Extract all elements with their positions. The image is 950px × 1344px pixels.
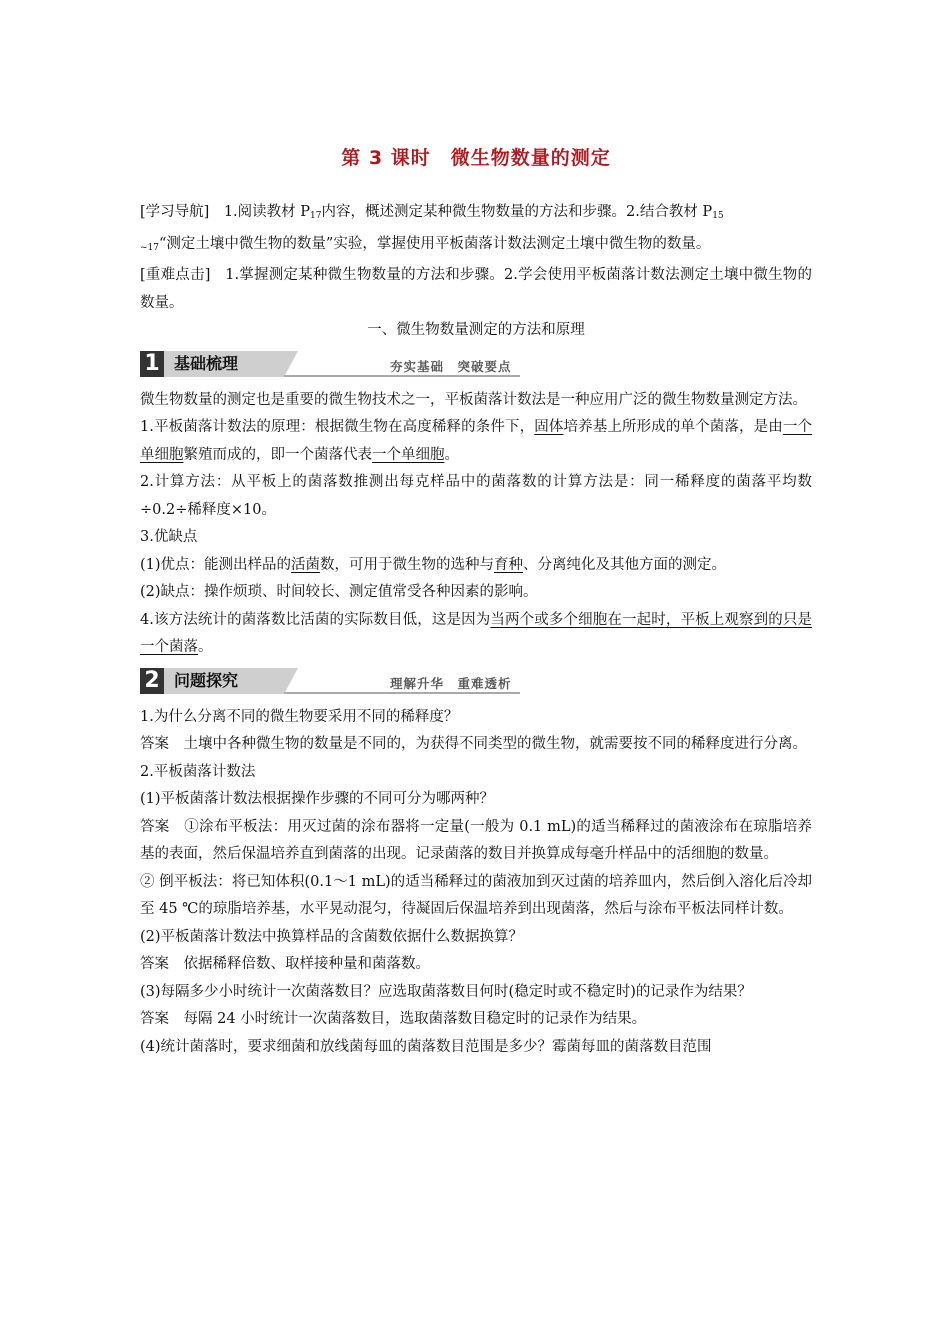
bar-wedge xyxy=(284,351,298,377)
body xyxy=(140,199,812,1061)
question-1: 1.为什么分离不同的微生物要采用不同的稀释度？ xyxy=(140,708,459,725)
answer-2-2: 答案 依据稀释倍数、取样接种量和菌落数。 xyxy=(140,956,430,972)
guide-sub-1: 17 xyxy=(310,211,322,221)
guide-sub-3: ~17 xyxy=(140,242,159,253)
basics-principle xyxy=(140,414,812,469)
bar-number: 1 xyxy=(140,351,164,377)
guide-text-3: “测定土壤中微生物的数量”实验，掌握使用平板菌落计数法测定土壤中微生物的数量。 xyxy=(159,235,711,252)
basics-advantages xyxy=(140,552,812,580)
blank-answer: 一个单细胞 xyxy=(140,419,813,463)
answer-2-1-b: ② 倒平板法：将已知体积(0.1～1 mL)的适当稀释过的菌液加到灭过菌的培养皿内，然后倒入溶化后冷却至 45 ℃的琼脂培养基，水平晃动混匀，待凝固后保温培养到出现菌落，然后与涂布平板法同样计数。 xyxy=(140,873,812,917)
bar-number: 2 xyxy=(140,668,164,694)
under-text-b: 。 xyxy=(198,639,213,655)
guide-sub-2: 15 xyxy=(712,211,724,221)
answer-1: 答案 土壤中各种微生物的数量是不同的，为获得不同类型的微生物，就需要按不同的稀释度进行分离。 xyxy=(140,736,807,752)
blank-answer: 育种 xyxy=(494,556,524,573)
blank-answer: 固体 xyxy=(534,419,564,435)
guide-text-2: 内容，概述测定某种微生物数量的方法和步骤。2.结合教材 P xyxy=(321,204,713,220)
bar-subtitle: 理解升华 重难透析 xyxy=(390,675,512,691)
bar-title: 基础梳理 xyxy=(164,351,284,377)
answer-2-1-a: 答案 ①涂布平板法：用灭过菌的涂布器将一定量(一般为 0.1 mL)的适当稀释过的菌液涂布在琼脂培养基的表面，然后保温培养直到菌落的出现。记录菌落的数目并换算成每毫升样品中的活细胞的数量。 xyxy=(140,818,812,862)
adv-text-a: (1)优点：能测出样品的 xyxy=(140,556,292,573)
bar-wedge xyxy=(284,668,298,694)
basics-intro: 微生物数量的测定也是重要的微生物技术之一，平板菌落计数法是一种应用广泛的微生物数量测定方法。 xyxy=(140,391,807,408)
section-bar-basics xyxy=(140,351,812,377)
blank-answer: 当两个或多个细胞在一起时，平板上观察到的只是一个菌落 xyxy=(140,611,812,655)
question-2-3: (3)每隔多少小时统计一次菌落数目？应选取菌落数目何时(稳定时或不稳定时)的记录作为结果？ xyxy=(140,983,752,1000)
basics-calculation: 2.计算方法：从平板上的菌落数推测出每克样品中的菌落数的计算方法是：同一稀释度的菌落平均数÷0.2÷稀释度×10。 xyxy=(140,474,812,518)
adv-text-c: 、分离纯化及其他方面的测定。 xyxy=(523,556,727,573)
question-2-1: (1)平板菌落计数法根据操作步骤的不同可分为哪两种？ xyxy=(140,791,495,807)
principle-text-b: 培养基上所形成的单个菌落，是由 xyxy=(563,419,783,435)
key-text: 1.掌握测定某种微生物数量的方法和步骤。2.学会使用平板菌落计数法测定土壤中微生物的数量。 xyxy=(140,267,812,311)
adv-text-b: 数，可用于微生物的选种与 xyxy=(320,556,495,573)
page-title: 第 3 课时 微生物数量的测定 xyxy=(341,147,611,169)
key-points xyxy=(140,262,812,317)
blank-answer: 活菌 xyxy=(291,556,321,573)
under-text-a: 4.该方法统计的菌落数比活菌的实际数目低，这是因为 xyxy=(140,611,491,628)
blank-answer: 一个单细胞 xyxy=(372,446,445,463)
section-heading: 一、微生物数量测定的方法和原理 xyxy=(367,322,585,338)
principle-text-a: 1.平板菌落计数法的原理：根据微生物在高度稀释的条件下， xyxy=(140,419,535,435)
question-2-2: (2)平板菌落计数法中换算样品的含菌数依据什么数据换算？ xyxy=(140,928,524,945)
principle-text-c: 繁殖而成的，即一个菌落代表 xyxy=(183,446,372,463)
basics-underestimate xyxy=(140,607,812,662)
bar-subtitle: 夯实基础 突破要点 xyxy=(390,358,512,374)
answer-2-3: 答案 每隔 24 小时统计一次菌落数目，选取菌落数目稳定时的记录作为结果。 xyxy=(140,1011,647,1027)
basics-pros-cons-heading: 3.优缺点 xyxy=(140,529,198,545)
bar-title: 问题探究 xyxy=(164,668,284,694)
learning-guide xyxy=(140,199,812,262)
question-2-4: (4)统计菌落时，要求细菌和放线菌每皿的菌落数目范围是多少？霉菌每皿的菌落数目范围 xyxy=(140,1038,712,1055)
basics-disadvantages: (2)缺点：操作烦琐、时间较长、测定值常受各种因素的影响。 xyxy=(140,584,538,600)
key-label: [重难点击] xyxy=(140,267,211,283)
bar-underline xyxy=(284,692,520,694)
guide-text-1: 1.阅读教材 P xyxy=(209,204,311,220)
bar-underline xyxy=(284,375,520,377)
question-2: 2.平板菌落计数法 xyxy=(140,763,256,780)
principle-text-d: 。 xyxy=(444,446,459,463)
section-bar-explore xyxy=(140,668,812,694)
guide-label: [学习导航] xyxy=(140,204,210,220)
